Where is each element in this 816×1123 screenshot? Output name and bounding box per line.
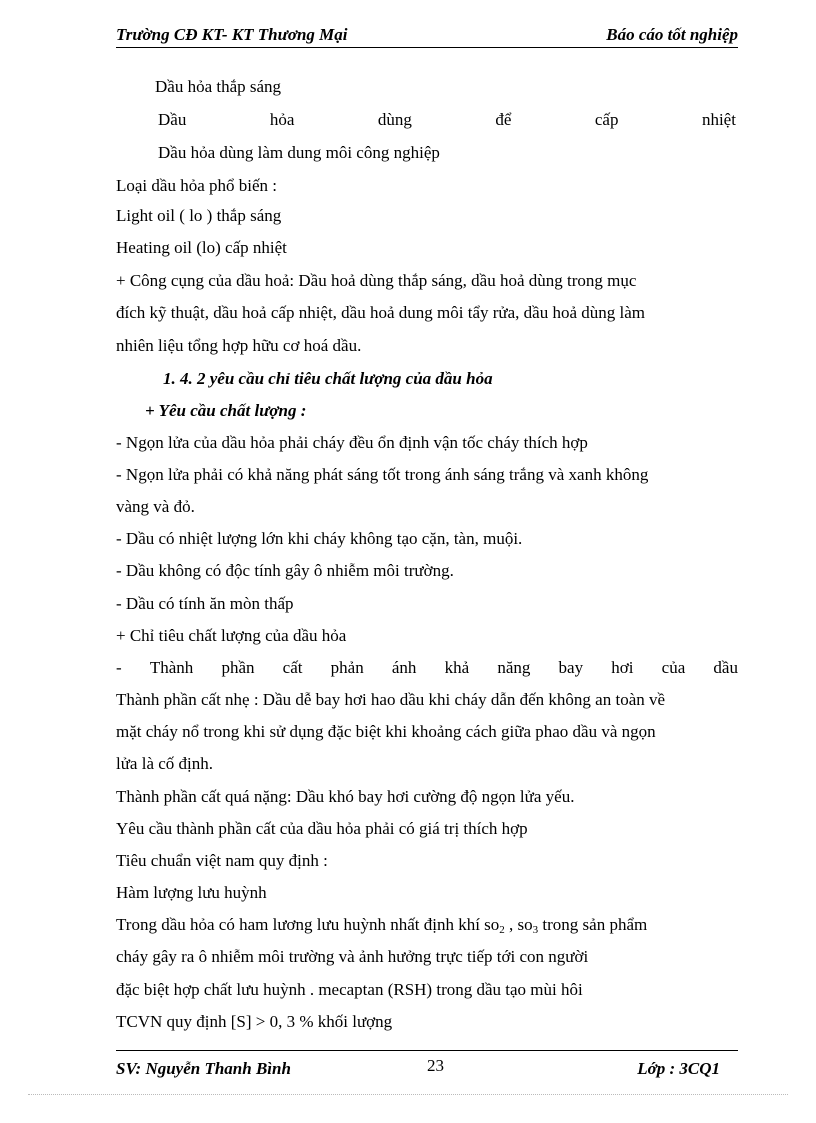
text-part: Trong dầu hỏa có ham lương lưu huỳnh nhất định khí so [116,915,500,934]
word: năng [497,658,531,677]
word: hơi [611,658,634,677]
text-line: Dầu hỏa thắp sáng [155,77,282,96]
text-line: Heating oil (lo) cấp nhiệt [116,238,287,257]
text-line: đặc biệt hợp chất lưu huỳnh . mecaptan (RSH) trong dầu tạo mùi hôi [116,980,583,999]
text-line-with-subscripts [116,914,738,936]
word: phản [330,658,364,677]
text-line: nhiên liệu tổng hợp hữu cơ hoá dầu. [116,336,362,355]
text-line: lửa là cố định. [116,754,214,773]
word: hỏa [269,110,295,129]
word: ánh [391,658,417,677]
page-footer [116,1050,738,1081]
text-part: , so [504,915,533,934]
page-number: 23 [427,1056,444,1075]
justified-line [116,657,738,679]
report-title: Báo cáo tốt nghiệp [606,25,738,44]
word: - [116,658,122,677]
text-line: TCVN quy định [S] > 0, 3 % khối lượng [116,1012,393,1031]
word: dầu [713,658,738,677]
word: của [661,658,686,677]
word: khả [444,658,470,677]
school-name: Trường CĐ KT- KT Thương Mại [116,25,348,44]
page-header [116,25,738,48]
text-line: Hàm lượng lưu huỳnh [116,883,267,902]
sub-heading: + Yêu cầu chất lượng : [145,401,307,420]
word: cấp [594,110,619,129]
text-line: + Công cụng của dầu hoả: Dầu hoả dùng thắp sáng, dầu hoả dùng trong mục [116,271,637,290]
text-line: - Dầu có tính ăn mòn thấp [116,594,294,613]
text-line: vàng và đỏ. [116,497,195,516]
text-line: đích kỹ thuật, dầu hoả cấp nhiệt, dầu hoả dung môi tẩy rửa, dầu hoả dùng làm [116,303,645,322]
student-name: SV: Nguyễn Thanh Bình [116,1059,291,1078]
text-part: trong sản phẩm [538,915,648,934]
section-heading: 1. 4. 2 yêu cầu chỉ tiêu chất lượng của dầu hỏa [163,369,493,388]
text-line: mặt cháy nổ trong khi sử dụng đặc biệt khi khoảng cách giữa phao dầu và ngọn [116,722,656,741]
subscript: 3 [532,924,539,936]
text-line: - Ngọn lửa của dầu hỏa phải cháy đều ổn định vận tốc cháy thích hợp [116,433,588,452]
word: Thành [149,658,194,677]
word: Dầu [158,110,187,129]
word: dùng [377,110,412,129]
text-line: - Dầu không có độc tính gây ô nhiễm môi trường. [116,561,454,580]
class-label: Lớp : 3CQ1 [637,1059,720,1078]
text-line: - Ngọn lửa phải có khả năng phát sáng tốt trong ánh sáng trắng và xanh không [116,465,649,484]
word: bay [558,658,584,677]
text-line: Thành phần cất nhẹ : Dầu dễ bay hơi hao dầu khi cháy dẫn đến không an toàn về [116,690,666,709]
word: phần [221,658,255,677]
text-line: Loại dầu hỏa phổ biến : [116,176,277,195]
text-line: Tiêu chuẩn việt nam quy định : [116,851,328,870]
text-line: Thành phần cất quá nặng: Dầu khó bay hơi cường độ ngọn lửa yếu. [116,787,575,806]
word: nhiệt [701,110,736,129]
text-line: + Chỉ tiêu chất lượng của dầu hỏa [116,626,347,645]
justified-line [158,109,736,131]
text-line: cháy gây ra ô nhiễm môi trường và ảnh hưởng trực tiếp tới con người [116,947,589,966]
word: để [495,110,512,129]
subscript: 2 [499,924,505,936]
page-edge-divider [28,1094,788,1095]
text-line: - Dầu có nhiệt lượng lớn khi cháy không tạo cặn, tàn, muội. [116,529,523,548]
text-line: Light oil ( lo ) thắp sáng [116,206,282,225]
text-line: Yêu cầu thành phần cất của dầu hỏa phải có giá trị thích hợp [116,819,528,838]
text-line: Dầu hỏa dùng làm dung môi công nghiệp [158,143,440,162]
word: cất [282,658,303,677]
